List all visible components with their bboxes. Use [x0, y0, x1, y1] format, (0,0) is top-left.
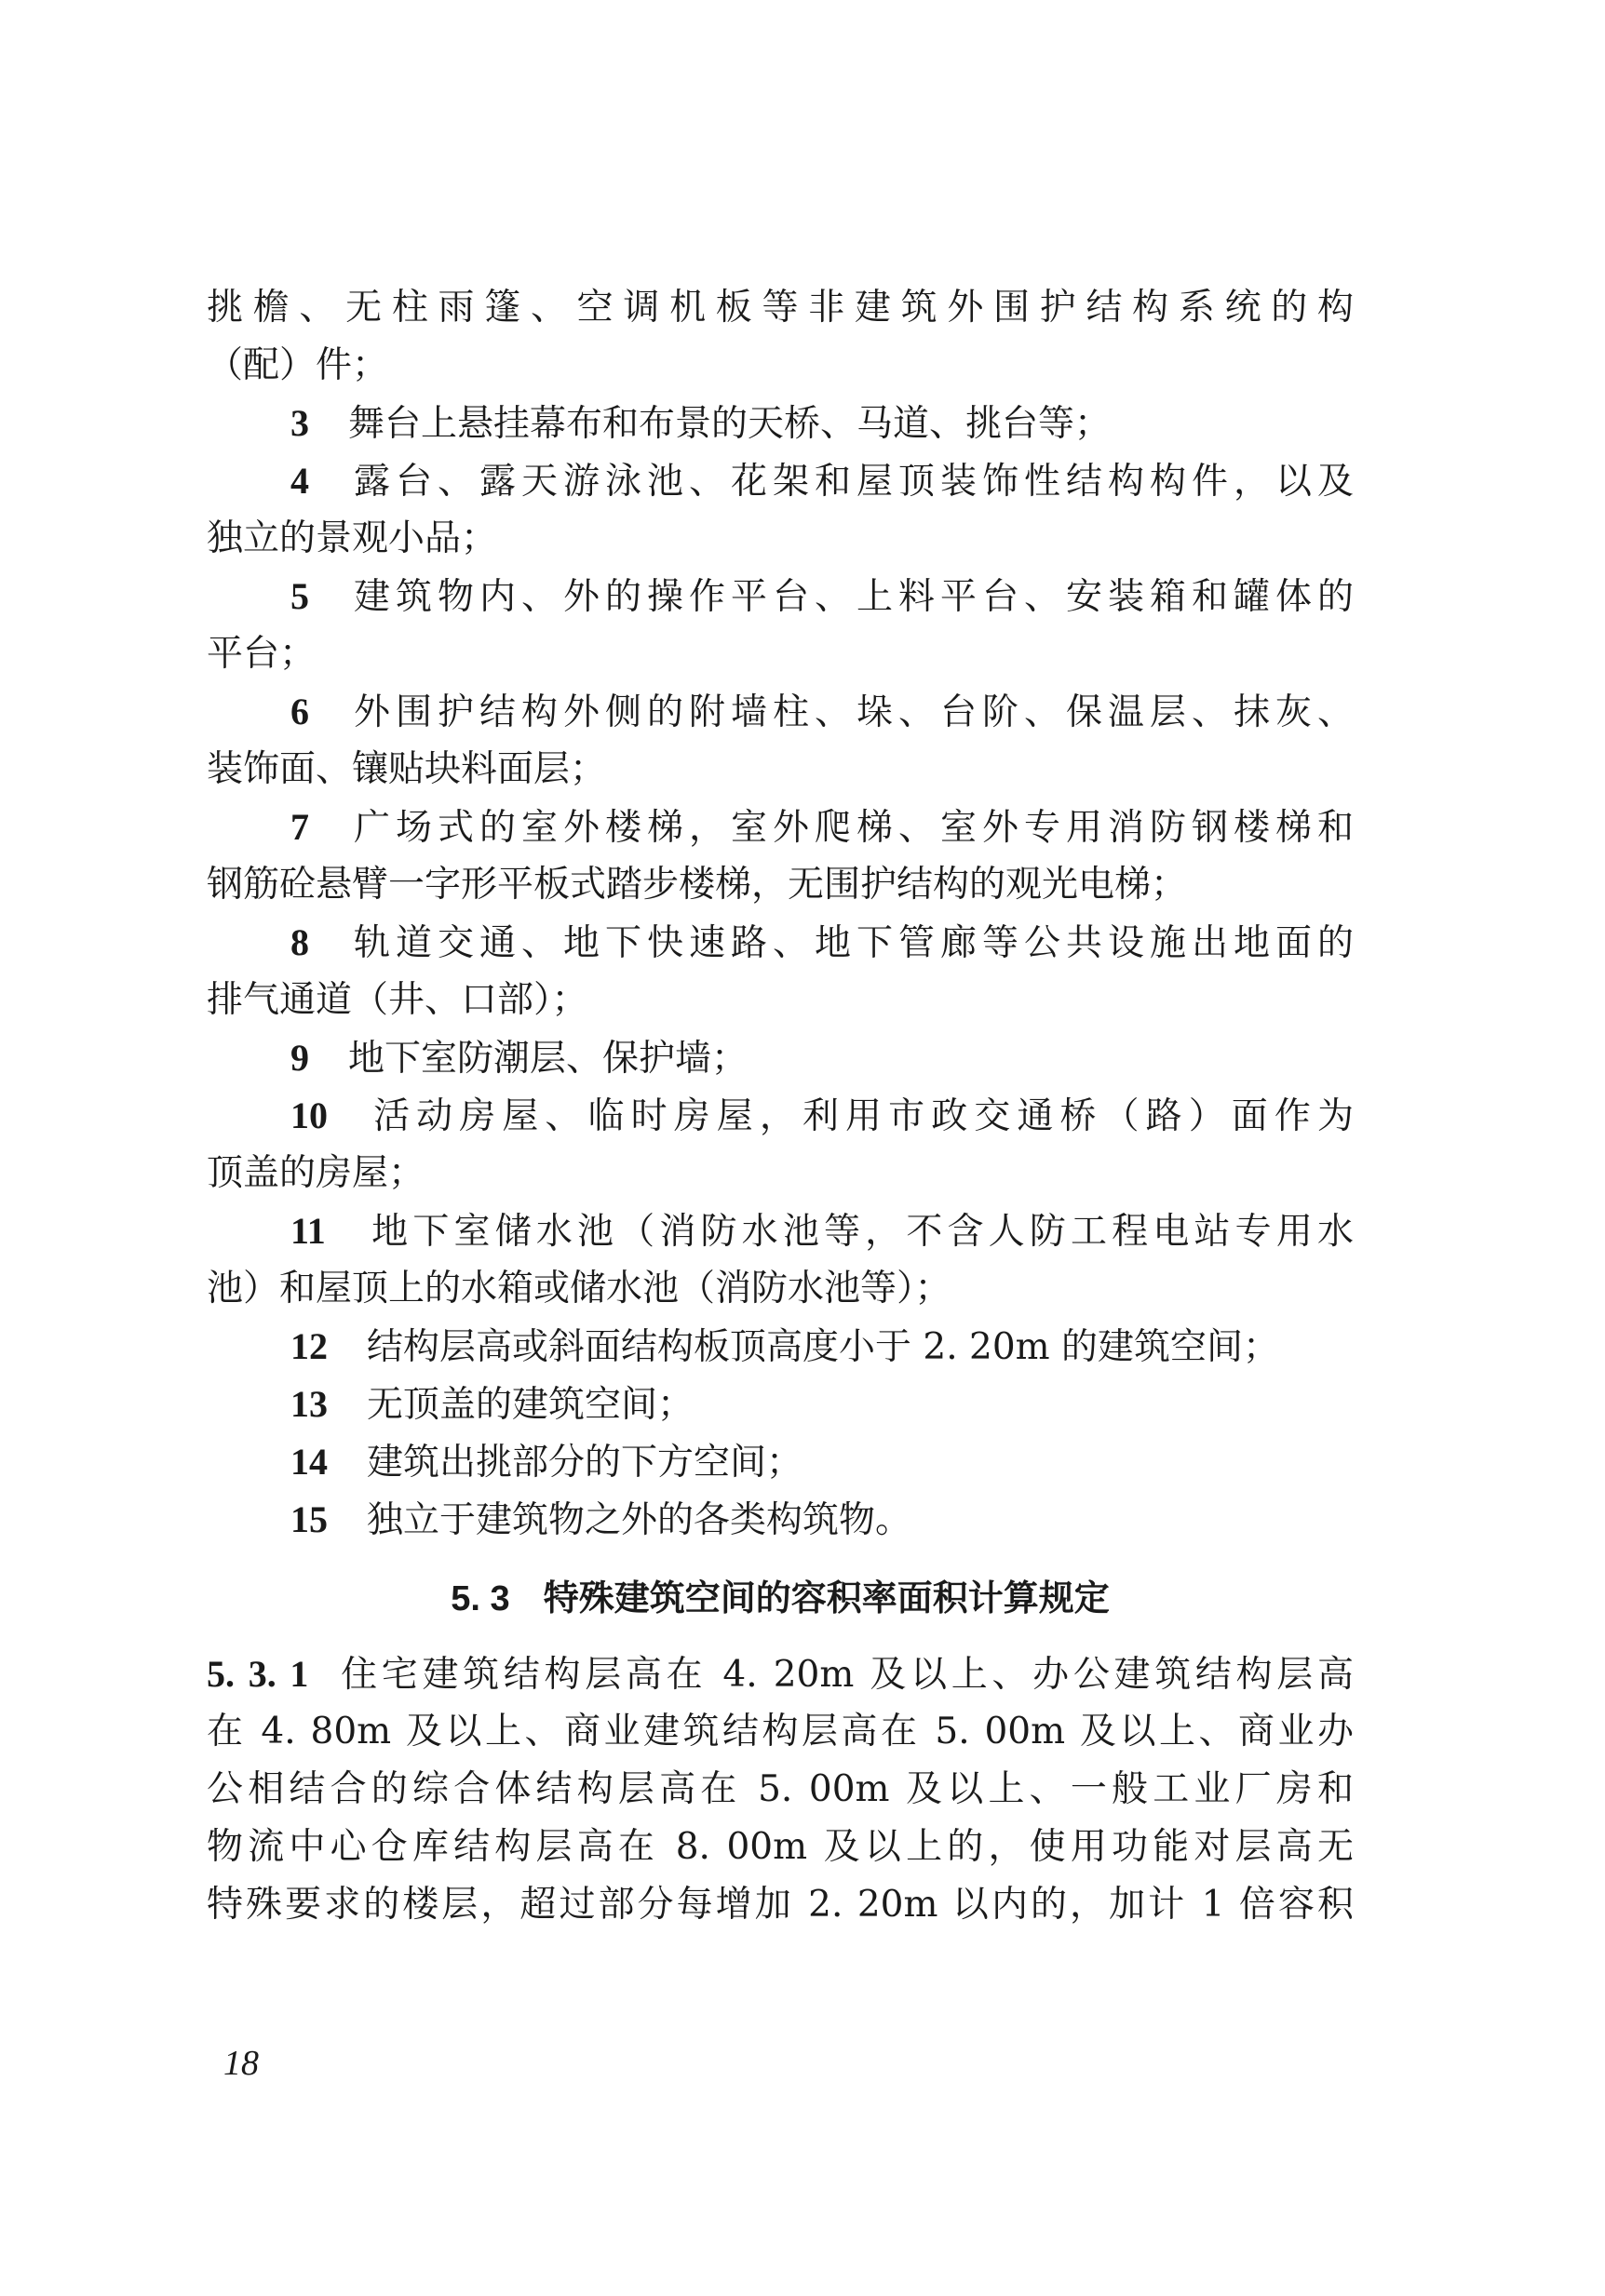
- page-number: 18: [223, 2044, 259, 2083]
- item-number: 3: [290, 402, 309, 444]
- item-number: 11: [290, 1210, 326, 1252]
- section-title: 特殊建筑空间的容积率面积计算规定: [543, 1578, 1110, 1618]
- item-number: 8: [290, 921, 309, 963]
- clause-text-line: 在 4. 80m 及以上、商业建筑结构层高在 5. 00m 及以上、商业办: [207, 1711, 1354, 1752]
- section-number: 5. 3: [451, 1579, 510, 1618]
- item-number: 6: [290, 691, 309, 732]
- clause-number: 5. 3. 1: [207, 1653, 309, 1695]
- list-item: [207, 1029, 1354, 1087]
- item-text-line: 独立的景观小品；: [207, 517, 498, 559]
- item-text-line: 池）和屋顶上的水箱或储水池（消防水池等）；: [207, 1268, 951, 1309]
- clause-text-line: 特殊要求的楼层，超过部分每增加 2. 20m 以内的，加计 1 倍容积: [207, 1884, 1354, 1926]
- list-item: [207, 395, 1354, 452]
- list-item: [207, 1318, 1354, 1376]
- item-text-line: 舞台上悬挂幕布和布景的天桥、马道、挑台等；: [348, 403, 1112, 445]
- item-number: 10: [290, 1094, 328, 1136]
- list-item: [207, 1087, 1354, 1202]
- item-text-line: 地下室防潮层、保护墙；: [348, 1038, 749, 1080]
- list-item: [207, 914, 1354, 1029]
- item-number: 14: [290, 1441, 328, 1483]
- item-number: 9: [290, 1037, 309, 1079]
- item-text-line: 建筑出挑部分的下方空间；: [367, 1442, 803, 1484]
- item-text-line: 挑檐、无柱雨篷、空调机板等非建筑外围护结构系统的构: [207, 287, 1354, 329]
- item-text-line: 顶盖的房屋；: [207, 1152, 425, 1194]
- clause-text-line: 住宅建筑结构层高在 4. 20m 及以上、办公建筑结构层高: [336, 1654, 1355, 1696]
- item-text-line: 无顶盖的建筑空间；: [367, 1384, 695, 1426]
- item-text-line: 建筑物内、外的操作平台、上料平台、安装箱和罐体的: [348, 576, 1354, 618]
- page-body: [207, 279, 1354, 1934]
- item-number: 13: [290, 1383, 328, 1425]
- list-item: [207, 568, 1354, 683]
- item-number: 7: [290, 806, 309, 848]
- clause-text-line: 物流中心仓库结构层高在 8. 00m 及以上的，使用功能对层高无: [207, 1826, 1354, 1868]
- item-text-line: （配）件；: [207, 344, 389, 386]
- item-text-line: 平台；: [207, 633, 317, 675]
- list-item: [207, 279, 1354, 395]
- item-text-line: 外围护结构外侧的附墙柱、垛、台阶、保温层、抹灰、: [348, 691, 1354, 733]
- item-number: 15: [290, 1498, 328, 1540]
- list-item: [207, 799, 1354, 914]
- list-item: [207, 1433, 1354, 1491]
- item-number: 4: [290, 460, 309, 502]
- item-number: 12: [290, 1325, 328, 1367]
- list-item: [207, 1491, 1354, 1549]
- list-item: [207, 1376, 1354, 1433]
- item-text-line: 装饰面、镶贴块料面层；: [207, 748, 607, 790]
- item-text-line: 轨道交通、地下快速路、地下管廊等公共设施出地面的: [348, 922, 1354, 964]
- list-item: [207, 452, 1354, 568]
- list-item: [207, 1202, 1354, 1318]
- item-text-line: 排气通道（井、口部）；: [207, 979, 588, 1021]
- item-text-line: 露台、露天游泳池、花架和屋顶装饰性结构构件，以及: [348, 461, 1354, 503]
- item-text-line: 广场式的室外楼梯，室外爬梯、室外专用消防钢楼梯和: [348, 807, 1354, 849]
- item-text-line: 活动房屋、临时房屋，利用市政交通桥（路）面作为: [367, 1095, 1354, 1137]
- clause-text-line: 公相结合的综合体结构层高在 5. 00m 及以上、一般工业厂房和: [207, 1768, 1354, 1810]
- item-text-line: 钢筋砼悬臂一字形平板式踏步楼梯，无围护结构的观光电梯；: [207, 864, 1188, 906]
- item-text-line: 地下室储水池（消防水池等，不含人防工程电站专用水: [367, 1211, 1354, 1253]
- item-number: 5: [290, 575, 309, 617]
- list-item: [207, 683, 1354, 799]
- clause: [207, 1645, 1354, 1934]
- section-heading: [207, 1569, 1354, 1627]
- item-text-line: 独立于建筑物之外的各类构筑物。: [367, 1499, 912, 1541]
- item-text-line: 结构层高或斜面结构板顶高度小于 2. 20m 的建筑空间；: [367, 1326, 1280, 1368]
